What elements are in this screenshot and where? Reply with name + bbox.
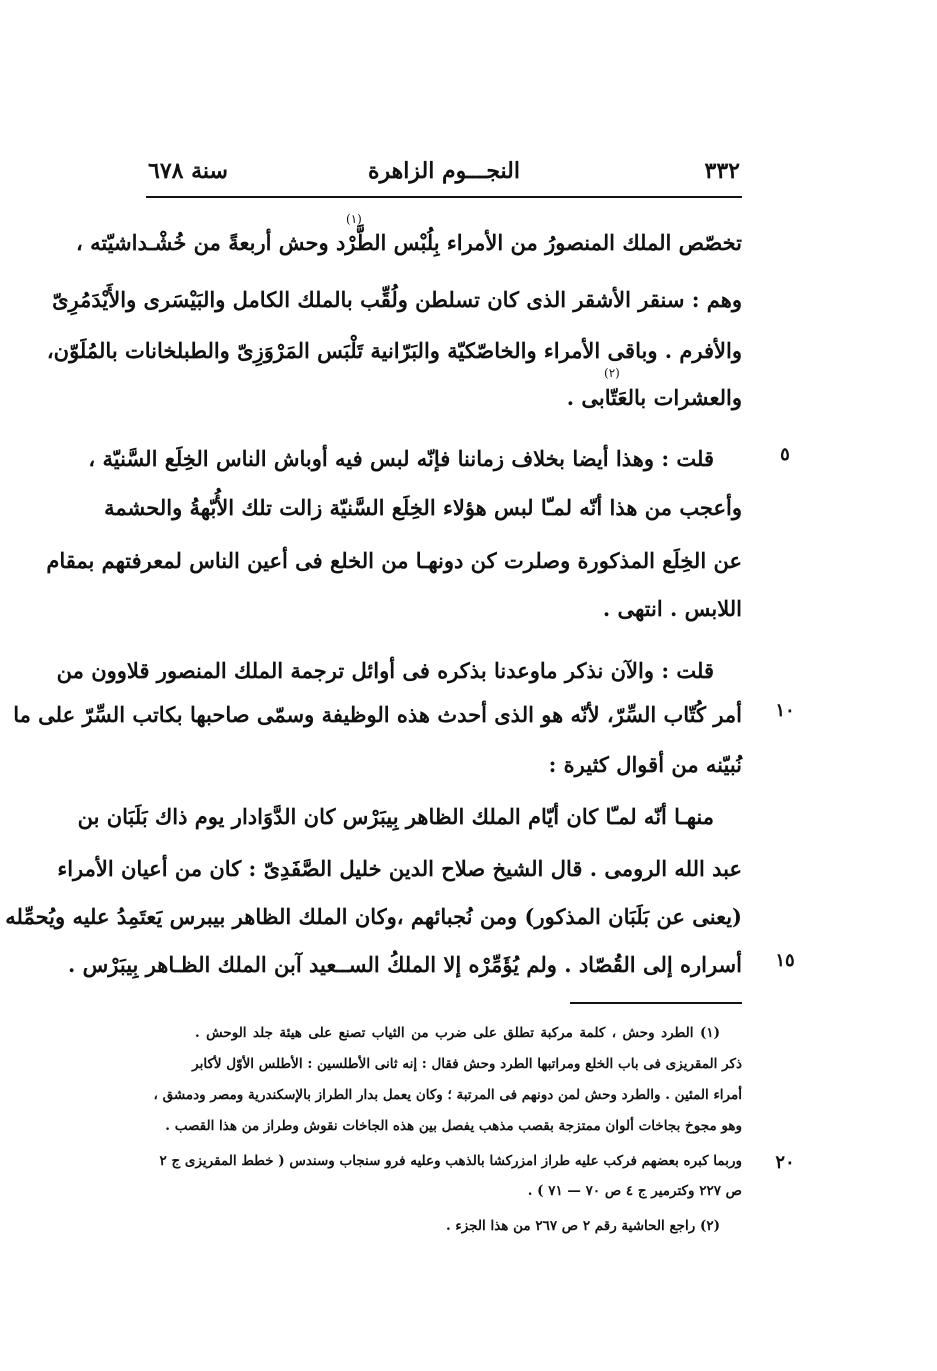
body-line: أمر كُتّاب السِّرّ، لأنّه هو الذى أحدث هذه الوظيفة وسمّى صاحبها بكاتب السِّرّ على ما [13,702,742,727]
margin-line-number: ١٥ [775,950,795,971]
body-line: والعشرات بالعَتّابى . [566,385,742,410]
body-line: والأفرم . وباقى الأمراء والخاصّكيّة والبَرّانية تَلْبَس المَرْوَزِىّ والطبلخانات بالمُلَوّن، [46,338,742,363]
header-rule [146,196,742,198]
page-number: ٣٣٢ [704,158,740,184]
body-line: وأعجب من هذا أنّه لمـّا لبس هؤلاء الخِلَع السَّنيّة زالت تلك الأُبّهةُ والحشمة [104,495,742,520]
running-title: النجـــوم الزاهرة [368,158,520,184]
body-line: قلت : والآن نذكر ماوعدنا بذكره فى أوائل ترجمة الملك المنصور قلاوون من [56,658,714,683]
year-label: سنة ٦٧٨ [148,158,228,184]
body-line: اللابس . انتهى . [602,596,742,621]
footnote-line: ذكر المقريزى فى باب الخلع ومراتبها الطرد وحش فقال : إنه ثانى الأطلسين : الأطلس الأوّل لأكابر [192,1056,742,1072]
footnote-line: (٢) راجع الحاشية رقم ٢ ص ٢٦٧ من هذا الجزء . [445,1218,720,1234]
body-line: نُبيّنه من أقوال كثيرة : [548,752,742,777]
body-line: عن الخِلَع المذكورة وصلرت كن دونهـا من الخلع فى أعين الناس لمعرفتهم بمقام [46,548,742,573]
margin-line-number: ٢٠ [775,1152,795,1173]
footnote-line: ص ٢٢٧ وكترمير ج ٤ ص ٧٠ — ٧١ ) . [527,1183,742,1199]
body-line: منهـا أنّه لمـّا كان أيّام الملك الظاهر بِيبَرْس كان الدَّوَادار يوم ذاك بَلَبَان بن [77,804,714,829]
body-line: أسراره إلى القُصّاد . ولم يُؤَمِّرْه إلا الملكُ الســعيد آبن الملك الظـاهر بِيبَرْس . [68,952,742,977]
footnote-separator [570,1002,742,1004]
body-line: تخصّص الملك المنصورُ من الأمراء بِلُبْس الطَّرْد وحش أربعةً من خُشْـداشيّته ، [76,230,742,255]
footnote-line: وهو مجوخ بجاخات ألوان ممتزجة بقصب مذهب يفصل بين هذه الجاخات نقوش وطراز من هذا القصب . [165,1118,742,1134]
margin-line-number: ٥ [780,444,790,465]
running-header [148,150,740,194]
body-line: (يعنى عن بَلَبَان المذكور) ومن نُجبائهم ،وكان الملك الظاهر بيبرس يَعتَمِدُ عليه ويُحمِّله [5,904,742,929]
footnote-ref-2: (٢) [604,366,620,380]
body-line: وهم : سنقر الأشقر الذى كان تسلطن ولُقِّب بالملك الكامل والبَيْسَرى والأَيْدَمُرِىّ [52,287,742,312]
footnote-line: أمراء المئين . والطرد وحش لمن دونهم فى المرتبة ؛ وكان يعمل بدار الطراز بالإسكندرية ومصر ودمشق ، [153,1087,742,1103]
footnote-ref-1: (١) [346,212,362,226]
margin-line-number: ١٠ [775,700,795,721]
body-line: عبد الله الرومى . قال الشيخ صلاح الدين خليل الصَّفَدِىّ : كان من أعيان الأمراء [57,856,742,881]
body-line: قلت : وهذا أيضا بخلاف زماننا فإنّه لبس فيه أوباش الناس الخِلَع السَّنيّة ، [88,446,714,471]
footnote-line: وربما كبره بعضهم فركب عليه طراز امزركشا بالذهب وعليه فرو سنجاب وسندس ( خطط المقريزى ج ٢ [159,1153,742,1169]
footnote-line: (١) الطرد وحش ، كلمة مركبة تطلق على ضرب من الثياب تصنع على هيئة جلد الوحش . [195,1025,720,1041]
